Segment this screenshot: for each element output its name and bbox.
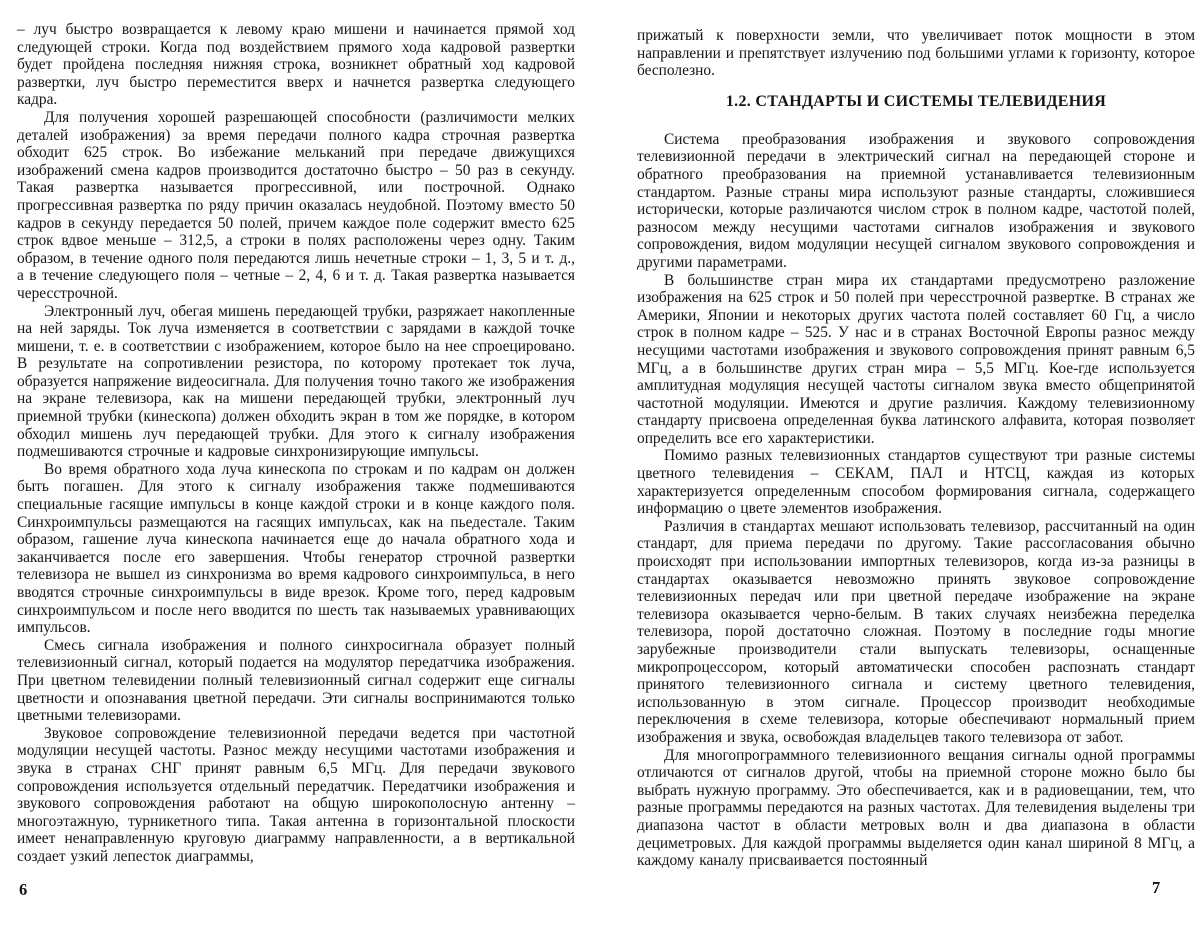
section-heading: 1.2. СТАНДАРТЫ И СИСТЕМЫ ТЕЛЕВИДЕНИЯ [725,92,1107,110]
paragraph: Для получения хорошей разрешающей способности (различимости мелких деталей изображения) за время передачи полного кадра строчная развертка обходит 625 строк. Во избежание мельканий при передаче движущихся изображений смена кадров производится достаточно быстро – 50 раз в секунду. Такая развертка называется прогрессивной, или построчной. Однако прогрессивная развертка по ряду причин оказалась неудобной. Поэтому вместо 50 кадров в секунду передается 50 полей, причем каждое поле содержит вместо 625 строк вдвое меньше – 312,5, а строки в полях расположены через одну. Таким образом, в течение одного поля передаются лишь нечетные строки – 1, 3, 5 и т. д., а в течение следующего поля – четные – 2, 4, 6 и т. д. Такая развертка называется чересстрочной. [17,108,575,302]
page-number-right: 7 [1152,878,1161,897]
page-number-left: 6 [19,880,28,899]
paragraph: Звуковое сопровождение телевизионной передачи ведется при частотной модуляции несущей частоты. Разнос между несущими частотами изображения и звука в странах СНГ принят равным 6,5 МГц. Для передачи звукового сопровождения используется отдельный передатчик. Передатчики изображения и звукового сопровождения работают на общую широкополосную антенну – многоэтажную, турникетного типа. Такая антенна в горизонтальной плоскости имеет ненаправленную круговую диаграмму направленности, а в вертикальной создает узкий лепесток диаграммы, [17,724,575,865]
paragraph: Электронный луч, обегая мишень передающей трубки, разряжает накопленные на ней заряды. Ток луча изменяется в соответствии с зарядами в каждой точке мишени, т. е. в соответствии с изображением, которое было на нее спроецировано. В результате на сопротивлении резистора, по которому протекает ток луча, образуется напряжение видеосигнала. Для получения точно такого же изображения на экране телевизора, как на мишени передающей трубки, электронный луч приемной трубки (кинескопа) должен обходить экран в том же порядке, в котором обходил мишень луч передающей трубки. Для этого к сигналу изображения подмешиваются строчные и кадровые синхронизирующие импульсы. [17,302,575,461]
paragraph: Во время обратного хода луча кинескопа по строкам и по кадрам он должен быть погашен. Для этого к сигналу изображения также подмешиваются специальные гасящие импульсы в конце каждой строки и в конце каждого поля. Синхроимпульсы размещаются на гасящих импульсах, как на пьедестале. Таким образом, гашение луча кинескопа начинается еще до начала обратного хода и заканчивается после его завершения. Чтобы генератор строчной развертки телевизора не вышел из синхронизма во время кадрового синхроимпульса, в него вводятся строчные синхроимпульсы в виде врезок. Кроме того, перед кадровым синхроимпульсом и после него вводится по шесть так называемых уравнивающих импульсов. [17,460,575,637]
paragraph: Для многопрограммного телевизионного вещания сигналы одной программы отличаются от сигналов другой, чтобы на приемной стороне можно было бы выбрать нужную программу. Это обеспечивается, как и в радиовещании, тем, что разные программы передаются на разных частотах. Для телевидения выделены три диапазона частот в области метровых волн и два диапазона в области дециметровых. Для каждой программы выделяется один канал шириной 8 МГц, а каждому каналу присваивается постоянный [637,746,1195,870]
paragraph: прижатый к поверхности земли, что увеличивает поток мощности в этом направлении и препятствует излучению под большими углами к горизонту, которое бесполезно. [637,27,1195,80]
paragraph: Различия в стандартах мешают использовать телевизор, рассчитанный на один стандарт, для приема передачи по другому. Такие рассогласования обычно происходят при использовании импортных телевизоров, когда из-за разницы в стандартах оказывается невозможно принять звуковое сопровождение телевизионных передач или при цветной передаче изображение на экране телевизора оказывается черно-белым. В таких случаях неизбежна переделка телевизора, порой достаточно сложная. Поэтому в последние годы многие зарубежные производители стали выпускать телевизоры, оснащенные микропроцессором, который автоматически способен распознать стандарт принятого телевизионного сигнала и систему цветного телевидения, использованную в этом сигнале. Процессор производит необходимые переключения в схеме телевизора, которые обеспечивают нормальный прием изображения и звука, освобождая владельцев такого телевизора от забот. [637,517,1195,746]
paragraph: Система преобразования изображения и звукового сопровождения телевизионной передачи в электрический сигнал на передающей стороне и обратного преобразования на приемной устанавливается телевизионным стандартом. Разные страны мира используют разные стандарты, сложившиеся исторически, которые различаются числом строк в полном кадре, частотой полей, разносом между несущими частотами сигналов изображения и звукового сопровождения, видом модуляции несущей сигналом звукового сопровождения и другими параметрами. [637,130,1195,271]
page-left [17,0,575,866]
paragraph: – луч быстро возвращается к левому краю мишени и начинается прямой ход следующей строки. Когда под воздействием прямого хода кадровой развертки будет пройдена последняя нижняя строка, возникнет обратный ход кадровой развертки, луч быстро переместится вверх и начнется развертка следующего кадра. [17,21,575,109]
page-right [637,0,1195,870]
paragraph: Помимо разных телевизионных стандартов существуют три разные системы цветного телевидения – СЕКАМ, ПАЛ и НТСЦ, каждая из которых характеризуется определенным способом формирования сигнала, содержащего информацию о цвете элементов изображения. [637,447,1195,518]
paragraph: Смесь сигнала изображения и полного синхросигнала образует полный телевизионный сигнал, который подается на модулятор передатчика изображения. При цветном телевидении полный телевизионный сигнал содержит еще сигналы цветности и опознавания цветной передачи. Эти сигналы воспринимаются только цветными телевизорами. [17,636,575,725]
paragraph: В большинстве стран мира их стандартами предусмотрено разложение изображения на 625 строк и 50 полей при чересстрочной развертке. В странах же Америки, Японии и некоторых других частота полей составляет 60 Гц, а число строк в полном кадре – 525. У нас и в странах Восточной Европы разнос между несущими частотами изображения и звукового сопровождения принят равным 6,5 МГц, а в большинстве других стран мира – 5,5 МГц. Кое-где используется амплитудная модуляция несущей частоты сигналом звука вместо общепринятой частотной модуляции. Имеются и другие различия. Каждому телевизионному стандарту присвоена определенная буква латинского алфавита, которая позволяет определить все его характеристики. [637,271,1195,447]
